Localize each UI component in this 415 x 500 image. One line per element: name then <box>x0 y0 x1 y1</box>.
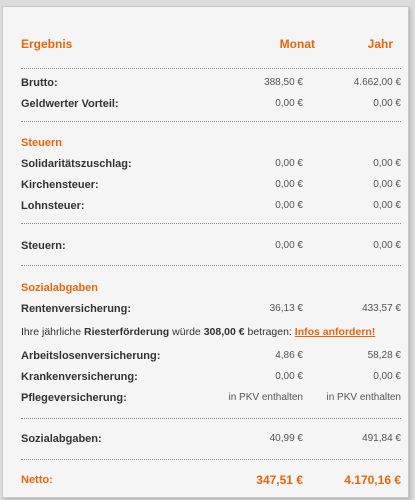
value-year: 0,00 € <box>373 240 401 251</box>
riester-term: Riesterförderung <box>84 326 170 338</box>
riester-prefix: Ihre jährliche <box>21 326 82 338</box>
riester-hint <box>21 324 406 340</box>
row-solidaritaetszuschlag <box>21 156 401 172</box>
row-label: Pflegeversicherung: <box>21 392 127 404</box>
column-year-header: Jahr <box>367 37 393 51</box>
separator <box>21 418 401 419</box>
value-month: 388,50 € <box>264 77 303 88</box>
netto-month: 347,51 € <box>256 473 303 487</box>
row-steuern-sum <box>21 238 401 254</box>
infos-anfordern-link[interactable]: Infos anfordern! <box>294 326 376 338</box>
riester-suffix: betragen: <box>247 326 292 338</box>
row-geldwerter-vorteil <box>21 96 401 112</box>
value-year: 0,00 € <box>373 98 401 109</box>
riester-amount: 308,00 € <box>203 326 245 338</box>
row-netto <box>21 472 401 488</box>
value-year: 0,00 € <box>373 200 401 211</box>
row-kirchensteuer <box>21 177 401 193</box>
netto-label: Netto: <box>21 474 53 486</box>
row-arbeitslosenversicherung <box>21 348 401 364</box>
separator <box>21 121 401 122</box>
value-month: 0,00 € <box>275 371 303 382</box>
row-pflegeversicherung <box>21 390 401 406</box>
row-label: Rentenversicherung: <box>21 303 132 315</box>
value-month: in PKV enthalten <box>228 392 303 403</box>
value-year: 58,28 € <box>367 350 401 361</box>
result-panel <box>2 6 409 498</box>
value-month: 0,00 € <box>275 240 303 251</box>
value-month: 40,99 € <box>269 433 303 444</box>
netto-year: 4.170,16 € <box>344 473 401 487</box>
row-label: Sozialabgaben: <box>21 433 102 445</box>
result-header <box>21 36 401 52</box>
value-year: 0,00 € <box>373 179 401 190</box>
value-month: 36,13 € <box>269 303 303 314</box>
row-label: Arbeitslosenversicherung: <box>21 350 161 362</box>
value-month: 0,00 € <box>275 98 303 109</box>
value-year: 433,57 € <box>362 303 401 314</box>
value-year: 491,84 € <box>362 433 401 444</box>
row-label: Kirchensteuer: <box>21 179 99 191</box>
riester-mid: würde <box>172 326 201 338</box>
row-krankenversicherung <box>21 369 401 385</box>
value-year: 0,00 € <box>373 371 401 382</box>
value-year: in PKV enthalten <box>326 392 401 403</box>
value-month: 0,00 € <box>275 158 303 169</box>
section-title: Sozialabgaben <box>21 282 99 294</box>
row-label: Brutto: <box>21 77 58 89</box>
row-label: Steuern: <box>21 240 66 252</box>
value-year: 4.662,00 € <box>353 77 401 88</box>
result-title: Ergebnis <box>21 37 73 51</box>
row-label: Solidaritätszuschlag: <box>21 158 132 170</box>
separator <box>21 265 401 266</box>
value-month: 0,00 € <box>275 179 303 190</box>
separator <box>21 223 401 224</box>
separator <box>21 68 401 69</box>
section-steuern <box>21 135 401 151</box>
row-rentenversicherung <box>21 301 401 317</box>
row-lohnsteuer <box>21 198 401 214</box>
section-title: Steuern <box>21 137 62 149</box>
section-sozialabgaben <box>21 280 401 296</box>
value-month: 0,00 € <box>275 200 303 211</box>
value-month: 4,86 € <box>275 350 303 361</box>
row-brutto <box>21 75 401 91</box>
separator <box>21 459 401 460</box>
column-month-header: Monat <box>279 37 315 51</box>
value-year: 0,00 € <box>373 158 401 169</box>
row-sozialabgaben-sum <box>21 431 401 447</box>
row-label: Geldwerter Vorteil: <box>21 98 119 110</box>
row-label: Lohnsteuer: <box>21 200 85 212</box>
row-label: Krankenversicherung: <box>21 371 138 383</box>
